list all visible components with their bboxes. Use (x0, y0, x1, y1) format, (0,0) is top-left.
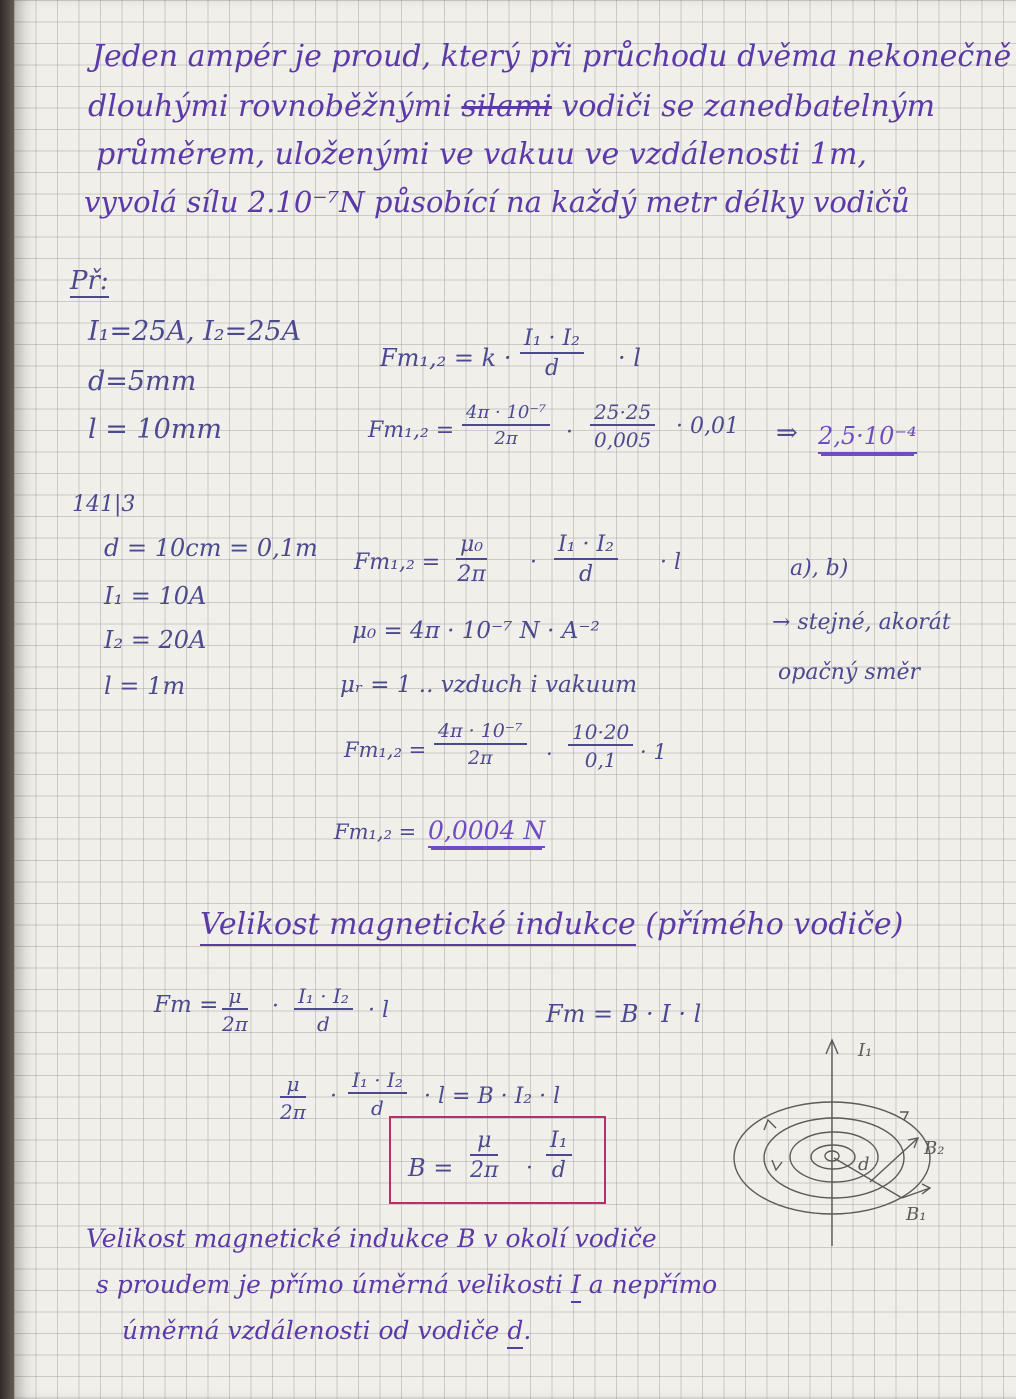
formula-lhs: Fm₁,₂ = k · (380, 344, 512, 372)
eq3-dot: · (330, 1084, 337, 1109)
calc-f2-numerator: 25·25 (590, 402, 655, 426)
exercise-label: 141|3 (72, 492, 136, 517)
conclusion-line-1: Velikost magnetické indukce B v okolí vodiče (86, 1224, 657, 1253)
box-f1-denominator: 2π (470, 1158, 499, 1183)
eq1-f1-denominator: 2π (222, 1012, 248, 1036)
eq3-f2-numerator: I₁ · I₂ (348, 1070, 407, 1094)
label-i1: I₁ (858, 1040, 873, 1061)
given-length: l = 10mm (88, 414, 222, 445)
ex2-dot: · (530, 550, 537, 575)
given-l: l = 1m (104, 672, 186, 700)
side-note-a: a), b) (790, 556, 849, 581)
given-i2: I₂ = 20A (104, 626, 207, 654)
eq1-rhs: · l (368, 998, 390, 1023)
formula-numerator: I₁ · I₂ (520, 328, 584, 354)
field-line-core (811, 1145, 855, 1169)
eq1-f1-numerator: μ (222, 986, 248, 1010)
eq3-f2-denominator: d (371, 1096, 384, 1120)
field-arrow-inner (772, 1160, 782, 1170)
eq3-f1-denominator: 2π (280, 1100, 306, 1124)
section-heading-main: Velikost magnetické indukce (200, 907, 636, 946)
section-heading-suffix: (přímého vodiče) (645, 907, 904, 942)
ex2-calc-rhs: · 1 (640, 740, 667, 764)
given-d: d = 10cm = 0,1m (104, 534, 318, 562)
ex2-f1-numerator: μ₀ (456, 534, 487, 560)
ex2-f2-denominator: d (578, 562, 594, 587)
given-i1: I₁ = 10A (104, 582, 207, 610)
ex2-f2-numerator: I₁ · I₂ (554, 534, 618, 560)
eq1-lhs: Fm = (154, 992, 219, 1018)
formula-rhs: · l (618, 344, 641, 372)
conclusion-period: . (523, 1316, 532, 1345)
conclusion-line-2a: s proudem je přímo úměrná velikosti (96, 1270, 563, 1299)
calc-f1-numerator: 4π · 10⁻⁷ (462, 404, 550, 426)
formula-denominator: d (544, 356, 560, 381)
ex2-c1-numerator: 4π · 10⁻⁷ (434, 722, 527, 745)
ex2-c2-denominator: 0,1 (584, 748, 617, 772)
box-f2-denominator: d (551, 1158, 566, 1183)
conclusion-line-3 (122, 1318, 531, 1343)
calc-f2-denominator: 0,005 (594, 428, 652, 452)
ex2-c1-denominator: 2π (467, 747, 493, 769)
box-f2-numerator: I₁ (546, 1130, 572, 1156)
eq1-dot: · (272, 994, 279, 1019)
ex2-f1-denominator: 2π (457, 562, 486, 587)
vector-b1 (902, 1188, 930, 1198)
ex2-result: 0,0004 N (428, 818, 545, 848)
ex2-calc-lhs: Fm₁,₂ = (344, 738, 427, 762)
mur-definition: μᵣ = 1 .. vzduch i vakuum (340, 672, 638, 698)
calc-lhs: Fm₁,₂ = (368, 418, 455, 443)
definition-line-2b: vodiči se zanedbatelným (561, 89, 936, 124)
box-lhs: B = (408, 1154, 454, 1182)
definition-line-2a: dlouhými rovnoběžnými (88, 89, 452, 124)
eq3-f1-numerator: μ (280, 1074, 306, 1098)
given-distance: d=5mm (88, 366, 197, 397)
ex2-formula-lhs: Fm₁,₂ = (354, 550, 441, 575)
side-note-c: opačný směr (778, 660, 921, 685)
box-dot: · (526, 1156, 533, 1181)
field-arrow-left (764, 1120, 776, 1130)
ex2-formula-rhs: · l (660, 550, 682, 575)
conclusion-symbol-d: d (507, 1316, 523, 1349)
definition-line-1: Jeden ampér je proud, který při průchodu dvěma nekonečně (92, 39, 1012, 74)
definition-line-3: průměrem, uloženými ve vakuu ve vzdálenosti 1m, (96, 137, 867, 172)
side-note-b: → stejné, akorát (772, 610, 951, 635)
eq1-f2-denominator: d (317, 1012, 330, 1036)
given-current: I₁=25A, I₂=25A (88, 316, 302, 347)
struck-word: silami (461, 89, 552, 124)
definition-line-4: vyvolá sílu 2.10⁻⁷N působící na každý metr délky vodičů (84, 185, 910, 219)
box-f1-numerator: μ (470, 1130, 498, 1156)
label-d: d (858, 1154, 870, 1175)
label-b2: B₂ (924, 1138, 945, 1159)
implies-arrow: ⇒ (776, 418, 798, 448)
label-b1: B₁ (906, 1204, 927, 1225)
conclusion-line-2 (96, 1272, 717, 1297)
eq3-rhs: · l = B · I₂ · l (424, 1084, 561, 1109)
conclusion-line-2b: a nepřímo (588, 1270, 718, 1299)
ex2-result-lhs: Fm₁,₂ = (334, 820, 417, 844)
calc-dot: · (566, 420, 573, 445)
example-label: Př: (70, 266, 109, 296)
calc-rhs: · 0,01 (676, 414, 739, 439)
ex2-calc-dot: · (546, 742, 553, 766)
example1-result: 2,5·10⁻⁴ (818, 424, 917, 454)
eq1-f2-numerator: I₁ · I₂ (294, 986, 353, 1010)
conclusion-line-3a: úměrná vzdálenosti od vodiče (122, 1316, 500, 1345)
conclusion-symbol-i: I (571, 1270, 581, 1303)
ex2-c2-numerator: 10·20 (568, 722, 633, 746)
calc-f1-denominator: 2π (494, 428, 518, 449)
eq2: Fm = B · I · l (546, 1000, 702, 1028)
mu0-definition: μ₀ = 4π · 10⁻⁷ N · A⁻² (352, 618, 600, 644)
